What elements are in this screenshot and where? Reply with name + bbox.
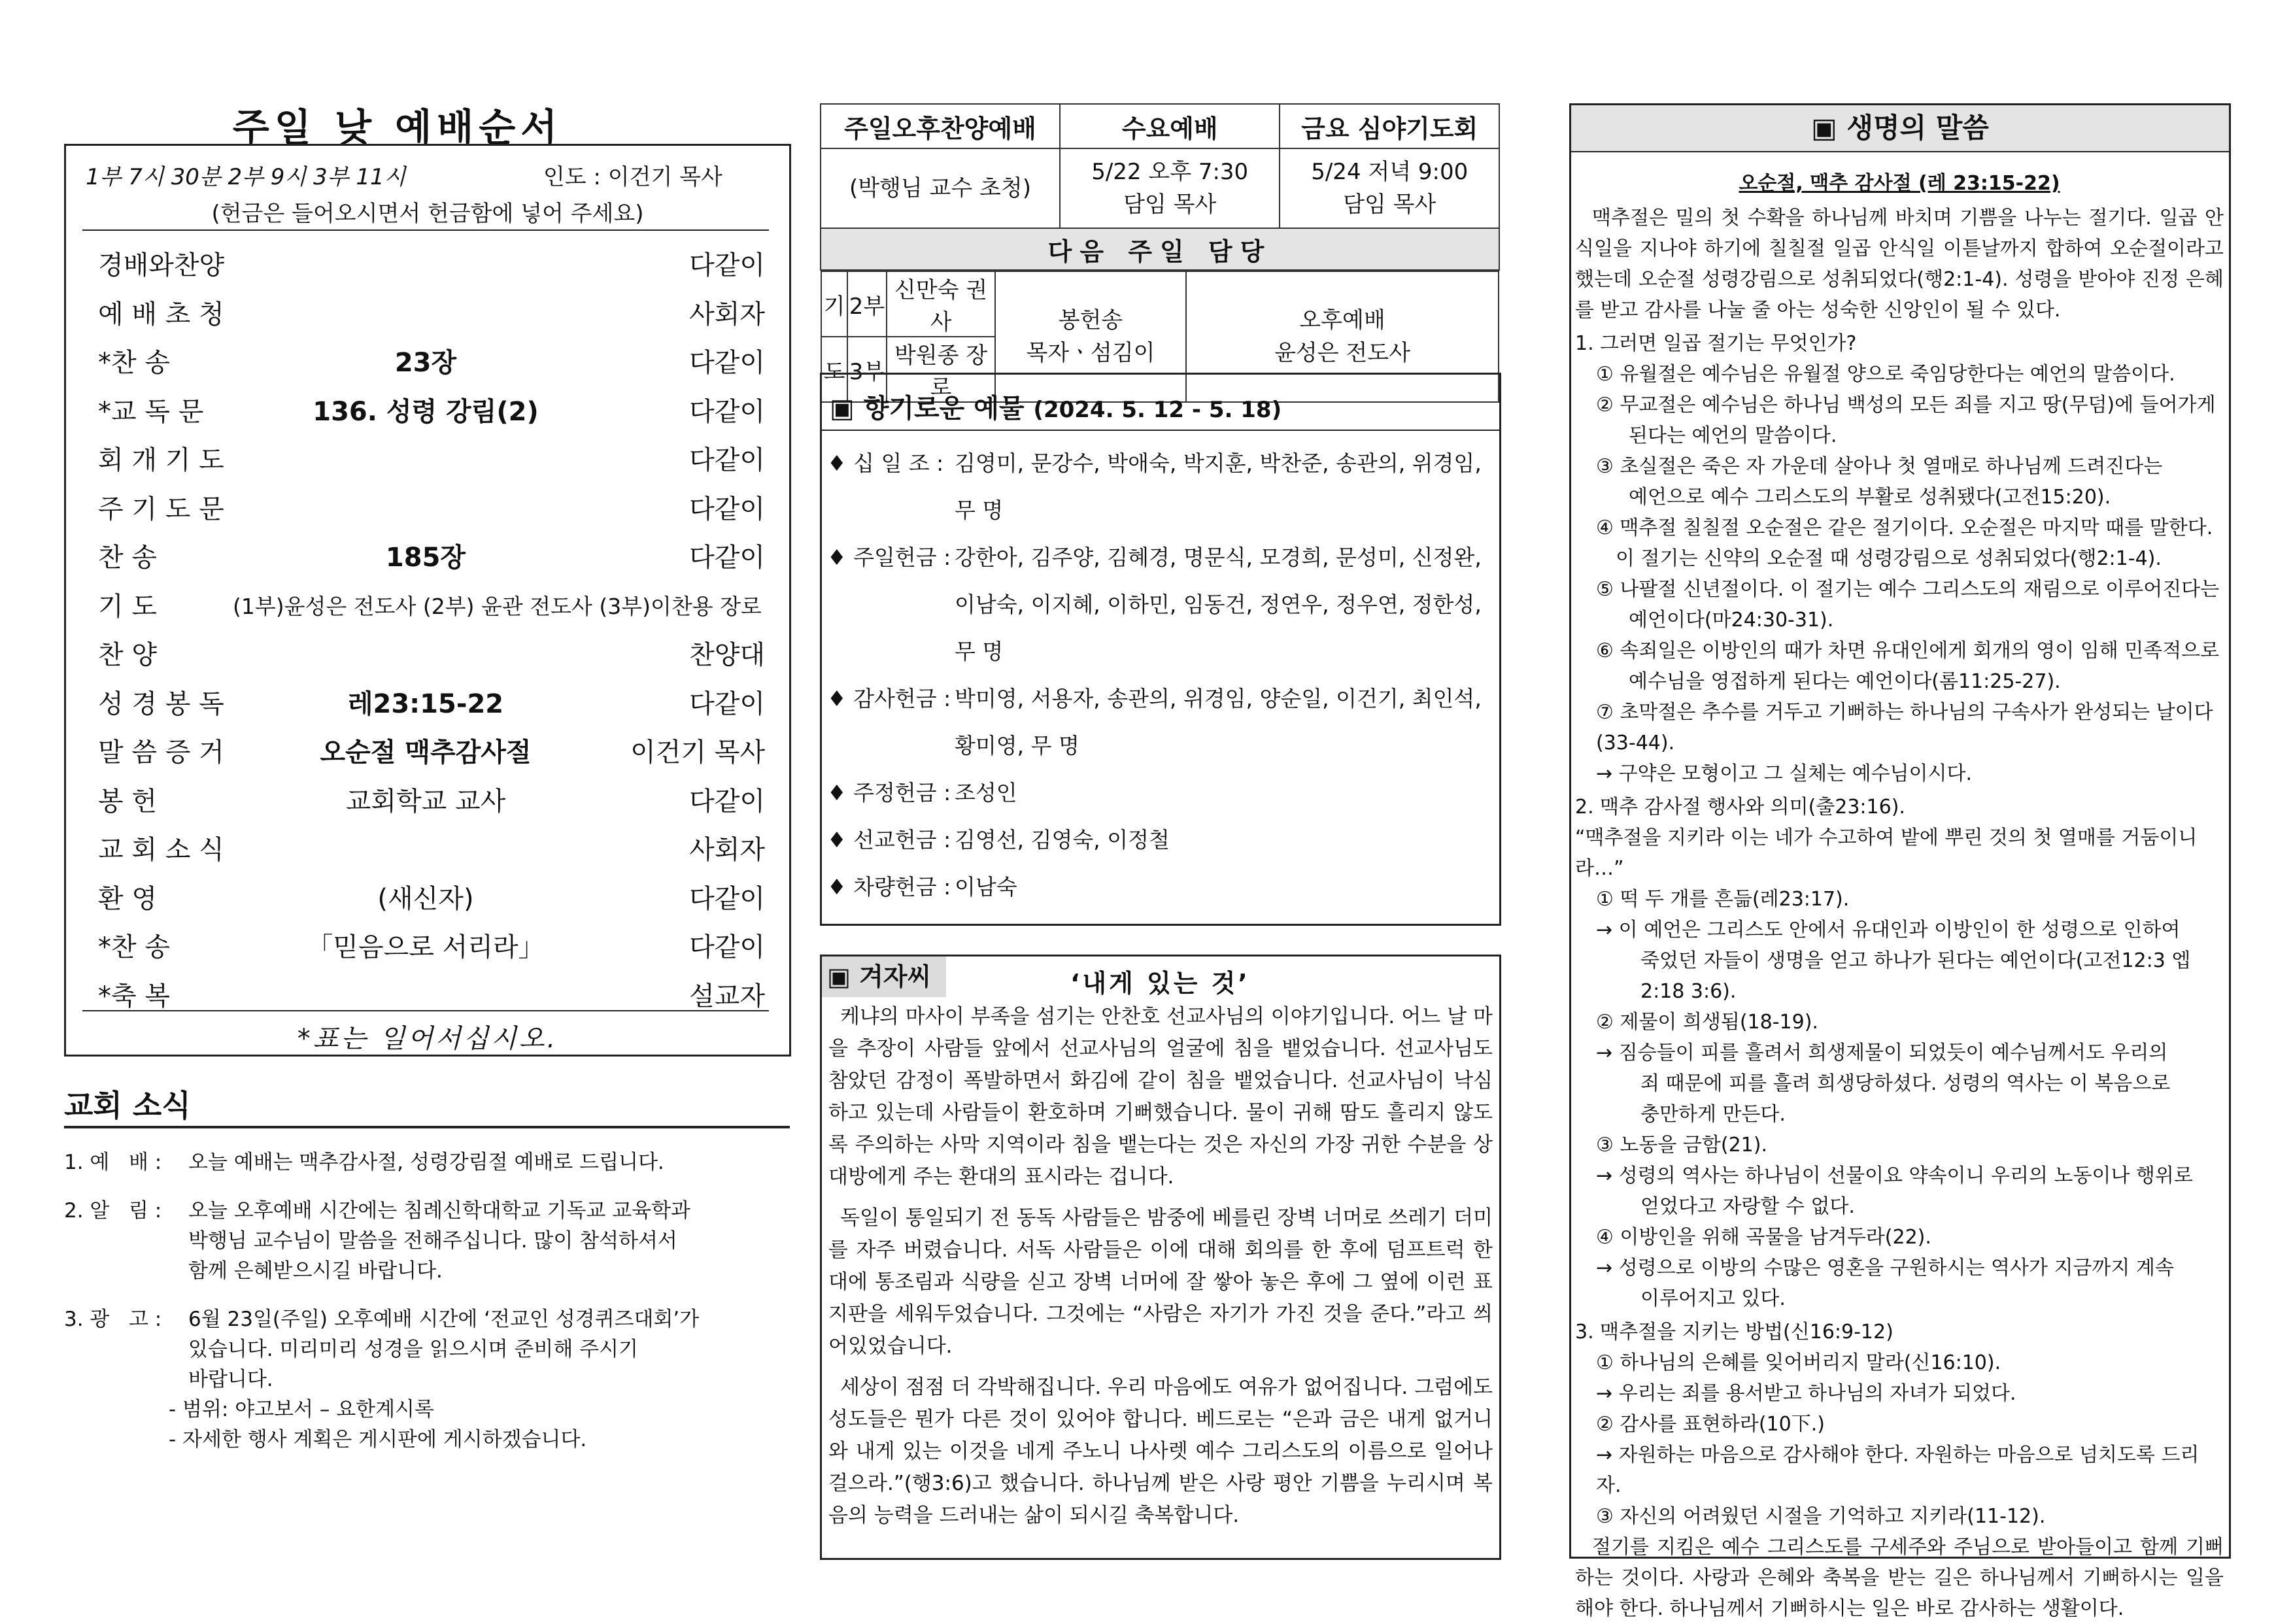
order-item-content: 136. 성령 강림(2) bbox=[313, 396, 539, 427]
sermon-line: ② 감사를 표현하라(10下.) bbox=[1596, 1413, 1825, 1436]
news-item bbox=[64, 1304, 790, 1455]
offering-type: ♦ 차량헌금 : bbox=[827, 874, 951, 900]
order-row bbox=[82, 770, 769, 819]
prayer-leaders: (1부)윤성은 전도사 (2부) 윤관 전도사 (3부)이찬용 장로 bbox=[233, 593, 762, 619]
offering-box bbox=[820, 373, 1501, 926]
offering-type: ♦ 선교헌금 : bbox=[827, 827, 951, 853]
order-row bbox=[82, 721, 769, 770]
order-divider bbox=[82, 1010, 769, 1011]
order-item-name: *찬 송 bbox=[98, 932, 170, 962]
sermon-line: 이루어지고 있다. bbox=[1640, 1287, 1786, 1310]
sermon-line: ⑦ 초막절은 추수를 거두고 기뻐하는 하나님의 구속사가 완성되는 날이다(33-44). bbox=[1596, 701, 2213, 754]
order-item-name: 찬 양 bbox=[98, 640, 157, 670]
news-item-line: 바랍니다. bbox=[188, 1368, 273, 1391]
mustard-seed-subtitle: ‘내게 있는 것’ bbox=[1070, 969, 1250, 998]
sermon-line: → 성령으로 이방의 수많은 영혼을 구원하시는 역사가 지금까지 계속 bbox=[1596, 1257, 2174, 1279]
sermon-line: 예언으로 예수 그리스도의 부활로 성취됐다(고전15:20). bbox=[1629, 486, 2111, 509]
sermon-line: “맥추절을 지키라 이는 네가 수고하여 밭에 뿌린 것의 첫 열매를 거둠이니라…” bbox=[1575, 826, 2198, 880]
order-item-name: 기 도 bbox=[98, 591, 157, 622]
offering-item bbox=[827, 770, 1487, 817]
next-week-duty-title: 다음 주일 담당 bbox=[821, 228, 1499, 270]
offertory-title: 봉헌송 bbox=[1058, 307, 1123, 333]
order-row bbox=[82, 624, 769, 673]
order-item-leader: 다같이 bbox=[689, 786, 765, 817]
word-of-life-box bbox=[1569, 103, 2231, 1620]
mustard-seed-label: ▣ 겨자씨 bbox=[822, 956, 946, 997]
order-item-leader: 다같이 bbox=[689, 348, 765, 378]
church-news-list bbox=[64, 1147, 790, 1473]
wednesday-service bbox=[1060, 148, 1280, 228]
news-item-label: 2. 알 림 : bbox=[64, 1199, 162, 1223]
mustard-seed-header bbox=[822, 956, 1499, 997]
news-item bbox=[64, 1196, 790, 1286]
order-item-name: 회 개 기 도 bbox=[98, 445, 224, 475]
order-row bbox=[82, 429, 769, 478]
sunday-afternoon-service: (박행님 교수 초청) bbox=[821, 148, 1060, 228]
news-item-line: 함께 은혜받으시길 바랍니다. bbox=[188, 1259, 443, 1283]
sermon-line: 예언이다(마24:30-31). bbox=[1629, 609, 1834, 632]
offertory-value: 목자ㆍ섬김이 bbox=[1026, 340, 1155, 366]
sermon-line: 얻었다고 자랑할 수 없다. bbox=[1640, 1195, 1855, 1218]
offering-names: 박미영, 서용자, 송관의, 위경임, 양순일, 이건기, 최인석, bbox=[955, 686, 1482, 711]
duty-person: 신만숙 권사 bbox=[887, 271, 995, 337]
order-item-name: 교 회 소 식 bbox=[98, 835, 224, 865]
duty-service: 2부 bbox=[847, 271, 887, 337]
offering-type: ♦ 감사헌금 : bbox=[827, 686, 951, 711]
order-row bbox=[82, 234, 769, 283]
sermon-line: 예수님을 영접하게 된다는 예언이다(롬11:25-27). bbox=[1629, 670, 2061, 693]
mustard-seed-box bbox=[820, 955, 1501, 1560]
order-item-name: 예 배 초 청 bbox=[98, 299, 224, 330]
sermon-line: → 우리는 죄를 용서받고 하나님의 자녀가 되었다. bbox=[1596, 1382, 2016, 1405]
sermon-line: → 이 예언은 그리스도 안에서 유대인과 이방인이 한 성령으로 인하여 bbox=[1596, 919, 2181, 941]
offering-item bbox=[827, 864, 1487, 911]
order-item-leader: 다같이 bbox=[689, 883, 765, 914]
sermon-line: 맥추절은 밀의 첫 수확을 하나님께 바치며 기쁨을 나누는 절기다. 일곱 안식일을 지나야 하기에 칠칠절 일곱 안식일 이튿날까지 합하여 오순절이라고 했는데 오순절 성령강림으로 성취되었다(행2:1-4). 성령을 받아야 진정 은혜를 받고 감사를 나눌 줄 아는 성숙한 신앙인이 될 수 있다. bbox=[1575, 207, 2224, 322]
sermon-line: ② 무교절은 예수님은 하나님 백성의 모든 죄를 지고 땅(무덤)에 들어가게 bbox=[1596, 394, 2216, 416]
order-item-name: 찬 송 bbox=[98, 543, 157, 573]
sermon-line: 3. 맥추절을 지키는 방법(신16:9-12) bbox=[1575, 1321, 1894, 1344]
worship-leader: 인도 : 이건기 목사 bbox=[543, 164, 722, 190]
order-item-leader: 다같이 bbox=[689, 445, 765, 475]
order-row bbox=[82, 819, 769, 868]
afternoon-value: 윤성은 전도사 bbox=[1274, 340, 1410, 366]
news-item-line: 있습니다. 미리미리 성경을 읽으시며 준비해 주시기 bbox=[188, 1338, 638, 1361]
order-row bbox=[82, 868, 769, 917]
offering-divider bbox=[822, 430, 1499, 431]
order-row bbox=[82, 478, 769, 527]
order-item-content: 레23:15-22 bbox=[347, 688, 504, 719]
friday-preacher: 담임 목사 bbox=[1343, 192, 1436, 218]
news-item-label: 1. 예 배 : bbox=[64, 1151, 162, 1174]
order-row bbox=[82, 673, 769, 722]
offering-names: 무 명 bbox=[955, 639, 1004, 664]
order-item-name: 성 경 봉 독 bbox=[98, 688, 224, 719]
stand-note: *표는 일어서십시오. bbox=[297, 1024, 558, 1054]
offering-item bbox=[827, 534, 1487, 675]
order-item-name: 환 영 bbox=[98, 883, 157, 914]
order-item-name: *축 복 bbox=[98, 981, 170, 1011]
duty-service: 3부 bbox=[847, 337, 887, 402]
offering-period: (2024. 5. 12 - 5. 18) bbox=[1033, 397, 1282, 423]
order-item-name: *교 독 문 bbox=[98, 396, 204, 427]
sermon-line: 된다는 예언의 말씀이다. bbox=[1629, 424, 1837, 447]
order-row bbox=[82, 331, 769, 381]
news-item-line: 6월 23일(주일) 오후예배 시간에 ‘전교인 성경퀴즈대회’가 bbox=[188, 1308, 700, 1331]
offering-list bbox=[827, 440, 1487, 911]
church-news-divider bbox=[64, 1126, 790, 1128]
order-item-name: 주 기 도 문 bbox=[98, 494, 224, 524]
church-news-title: 교회 소식 bbox=[64, 1088, 191, 1123]
order-item-leader: 찬양대 bbox=[689, 640, 765, 670]
order-item-name: 봉 헌 bbox=[98, 786, 157, 817]
mustard-seed-text bbox=[828, 1001, 1493, 1541]
sermon-line: ⑤ 나팔절 신년절이다. 이 절기는 예수 그리스도의 재림으로 이루어진다는 bbox=[1596, 578, 2220, 601]
wednesday-time: 5/22 오후 7:30 bbox=[1091, 159, 1249, 185]
order-item-leader: 설교자 bbox=[689, 981, 765, 1011]
offering-type: ♦ 주정헌금 : bbox=[827, 780, 951, 805]
offering-names: 황미영, 무 명 bbox=[955, 733, 1079, 758]
sermon-line: 충만하게 만든다. bbox=[1640, 1103, 1786, 1126]
duty-label: 기 bbox=[821, 271, 847, 337]
sermon-line: 이 절기는 신약의 오순절 때 성령강림으로 성취되었다(행2:1-4). bbox=[1616, 547, 2162, 570]
news-item-line: 오늘 예배는 맥추감사절, 성령강림절 예배로 드립니다. bbox=[188, 1151, 664, 1174]
word-of-life-title: ▣ 생명의 말씀 bbox=[1571, 105, 2229, 152]
worship-order-list bbox=[82, 234, 769, 1013]
offering-item bbox=[827, 817, 1487, 864]
news-item-subline: - 자세한 행사 계획은 게시판에 게시하겠습니다. bbox=[169, 1428, 587, 1451]
offering-names: 조성인 bbox=[955, 780, 1017, 805]
sermon-line: → 짐승들이 피를 흘려서 희생제물이 되었듯이 예수님께서도 우리의 bbox=[1596, 1041, 2168, 1064]
mustard-seed-paragraph: 독일이 통일되기 전 동독 사람들은 밤중에 베를린 장벽 너머로 쓰레기 더미를 자주 버렸습니다. 서독 사람들은 이에 대해 회의를 한 후에 덤프트럭 한 대에 통조림과 식량을 싣고 장벽 너머에 잘 쌓아 놓은 후에 그 옆에 이런 표지판을 세워두었습니다. 그것에는 “사람은 자기가 가진 것을 준다.”라고 씌어있었습니다. bbox=[828, 1206, 1493, 1358]
sermon-line: ② 제물이 희생됨(18-19). bbox=[1596, 1011, 1818, 1034]
sermon-line: → 구약은 모형이고 그 실체는 예수님이시다. bbox=[1596, 762, 1973, 785]
wednesday-preacher: 담임 목사 bbox=[1123, 192, 1217, 218]
sermon-line: 1. 그러면 일곱 절기는 무엇인가? bbox=[1575, 332, 1857, 355]
order-item-leader: 이건기 목사 bbox=[630, 737, 765, 768]
order-item-leader: 다같이 bbox=[689, 932, 765, 962]
order-row bbox=[82, 575, 769, 624]
service-times: 1부 7시 30분 2부 9시 3부 11시 bbox=[86, 164, 406, 190]
sermon-line: 2. 맥추 감사절 행사와 의미(출23:16). bbox=[1575, 796, 1905, 819]
sermon-line: → 성령의 역사는 하나님이 선물이요 약속이니 우리의 노동이나 행위로 bbox=[1596, 1164, 2193, 1187]
news-item-label: 3. 광 고 : bbox=[64, 1308, 162, 1331]
sermon-line: ① 하나님의 은혜를 잊어버리지 말라(신16:10). bbox=[1596, 1351, 2001, 1374]
sermon-line: 죽었던 자들이 생명을 얻고 하나가 된다는 예언이다(고전12:3 엡2:18 3:6). bbox=[1640, 949, 2191, 1003]
offering-item bbox=[827, 675, 1487, 770]
sermon-line: ④ 이방인을 위해 곡물을 남겨두라(22). bbox=[1596, 1226, 1931, 1249]
order-item-leader: 다같이 bbox=[689, 543, 765, 573]
offering-title bbox=[830, 388, 1282, 425]
offering-type: ♦ 십 일 조 : bbox=[827, 450, 944, 476]
order-item-content: 23장 bbox=[394, 348, 457, 378]
mustard-seed-paragraph: 세상이 점점 더 각박해집니다. 우리 마음에도 여유가 없어집니다. 그럼에도 성도들은 뭔가 다른 것이 있어야 합니다. 베드로는 “은과 금은 내게 없거니와 내게 있는 이것을 네게 주노니 나사렛 예수 그리스도의 이름으로 일어나 걸으라.”(행3:6)고 했습니다. 하나님께 받은 사랑 평안 기쁨을 누리시며 복음의 능력을 드러내는 삶이 되시길 축복합니다. bbox=[828, 1376, 1493, 1527]
news-item-line: 오늘 오후예배 시간에는 침례신학대학교 기독교 교육학과 bbox=[188, 1199, 690, 1223]
duty-label: 도 bbox=[821, 337, 847, 402]
sermon-line: ④ 맥추절 칠칠절 오순절은 같은 절기이다. 오순절은 마지막 때를 말한다. bbox=[1596, 516, 2213, 539]
sermon-line: 죄 때문에 피를 흘려 희생당하셨다. 성령의 역사는 이 복음으로 bbox=[1640, 1072, 2171, 1095]
news-item-line: 박행님 교수님이 말씀을 전해주십니다. 많이 참석하셔서 bbox=[188, 1229, 677, 1253]
news-item-subline: - 범위: 야고보서 – 요한계시록 bbox=[169, 1398, 434, 1421]
mustard-seed-paragraph: 케냐의 마사이 부족을 섬기는 안찬호 선교사님의 이야기입니다. 어느 날 마을 추장이 사람들 앞에서 선교사님의 얼굴에 침을 뱉었습니다. 선교사님도 참았던 감정이 폭발하면서 화김에 같이 침을 뱉었습니다. 선교사님이 낙심하고 있는데 사람들이 환호하며 기뻐했습니다. 물이 귀해 땀도 흘리지 않도록 주의하는 사막 지역이라 침을 뱉는다는 것은 자신의 가장 귀한 수분을 상대방에게 주는 환대의 표시라는 겁니다. bbox=[828, 1005, 1493, 1189]
offering-type: ♦ 주일헌금 : bbox=[827, 545, 951, 570]
friday-service bbox=[1280, 148, 1499, 228]
schedule-header: 수요예배 bbox=[1060, 104, 1280, 148]
offering-names: 이남숙, 이지혜, 이하민, 임동건, 정연우, 정우연, 정한성, bbox=[955, 592, 1482, 617]
offering-names: 강한아, 김주양, 김혜경, 명문식, 모경희, 문성미, 신정완, bbox=[955, 545, 1482, 570]
order-item-content: 오순절 맥추감사절 bbox=[320, 737, 532, 768]
offering-title-text: ▣ 향기로운 예물 bbox=[830, 394, 1025, 424]
word-of-life-body bbox=[1575, 168, 2224, 1624]
order-item-name: *찬 송 bbox=[98, 348, 170, 378]
duty-person: 박원종 장로 bbox=[887, 337, 995, 402]
order-item-content: 교회학교 교사 bbox=[345, 786, 506, 817]
order-item-content: (새신자) bbox=[377, 883, 474, 914]
order-row bbox=[82, 965, 769, 1014]
schedule-header: 금요 심야기도회 bbox=[1280, 104, 1499, 148]
order-item-leader: 다같이 bbox=[689, 494, 765, 524]
news-item bbox=[64, 1147, 790, 1177]
offering-names: 김영선, 김영숙, 이정철 bbox=[955, 827, 1170, 853]
offering-names: 이남숙 bbox=[955, 874, 1017, 900]
friday-time: 5/24 저녁 9:00 bbox=[1311, 159, 1469, 185]
order-item-name: 경배와찬양 bbox=[98, 250, 225, 280]
offering-note: (헌금은 들어오시면서 헌금함에 넣어 주세요) bbox=[211, 201, 644, 227]
sermon-line: 절기를 지킴은 예수 그리스도를 구세주와 주님으로 받아들이고 함께 기뻐하는 것이다. 사랑과 은혜와 축복을 받는 길은 하나님께서 기뻐하시는 일을 해야 한다. 하나님께서 기뻐하시는 일은 바로 감사하는 생활이다. bbox=[1575, 1536, 2224, 1620]
sermon-line: → 자원하는 마음으로 감사해야 한다. 자원하는 마음으로 넘치도록 드리자. bbox=[1596, 1444, 2200, 1497]
offering-item bbox=[827, 440, 1487, 534]
afternoon-title: 오후예배 bbox=[1299, 307, 1385, 333]
sermon-subtitle: 오순절, 맥추 감사절 (레 23:15-22) bbox=[1739, 172, 2060, 195]
order-item-content: 「믿음으로 서리라」 bbox=[307, 932, 545, 962]
sermon-line: ③ 초실절은 죽은 자 가운데 살아나 첫 열매로 하나님께 드려진다는 bbox=[1596, 455, 2163, 478]
schedule-header: 주일오후찬양예배 bbox=[821, 104, 1060, 148]
order-item-name: 말 씀 증 거 bbox=[98, 737, 224, 768]
worship-order-title: 주일 낮 예배순서 bbox=[232, 105, 563, 150]
worship-order-box bbox=[64, 144, 791, 1057]
order-item-leader: 사회자 bbox=[689, 299, 765, 330]
order-item-content: 185장 bbox=[385, 543, 466, 573]
sermon-line: ① 유월절은 예수님은 유월절 양으로 죽임당한다는 예언의 말씀이다. bbox=[1596, 363, 2175, 386]
sermon-line: ⑥ 속죄일은 이방인의 때가 차면 유대인에게 회개의 영이 임해 민족적으로 bbox=[1596, 639, 2220, 662]
order-divider bbox=[82, 229, 769, 231]
order-row bbox=[82, 283, 769, 332]
schedule-table bbox=[820, 103, 1500, 403]
order-row bbox=[82, 916, 769, 965]
order-row bbox=[82, 526, 769, 575]
offering-names: 무 명 bbox=[955, 498, 1004, 523]
order-item-leader: 다같이 bbox=[689, 396, 765, 427]
order-item-leader: 사회자 bbox=[689, 835, 765, 865]
sermon-line: ③ 자신의 어려웠던 시절을 기억하고 지키라(11-12). bbox=[1596, 1505, 2046, 1528]
sermon-line: ③ 노동을 금함(21). bbox=[1596, 1134, 1767, 1157]
order-item-leader: 다같이 bbox=[689, 250, 765, 280]
sermon-line: ① 떡 두 개를 흔듦(레23:17). bbox=[1596, 888, 1850, 911]
order-item-leader: 다같이 bbox=[689, 688, 765, 719]
order-row bbox=[82, 381, 769, 430]
offering-names: 김영미, 문강수, 박애숙, 박지훈, 박찬준, 송관의, 위경임, bbox=[955, 450, 1482, 476]
